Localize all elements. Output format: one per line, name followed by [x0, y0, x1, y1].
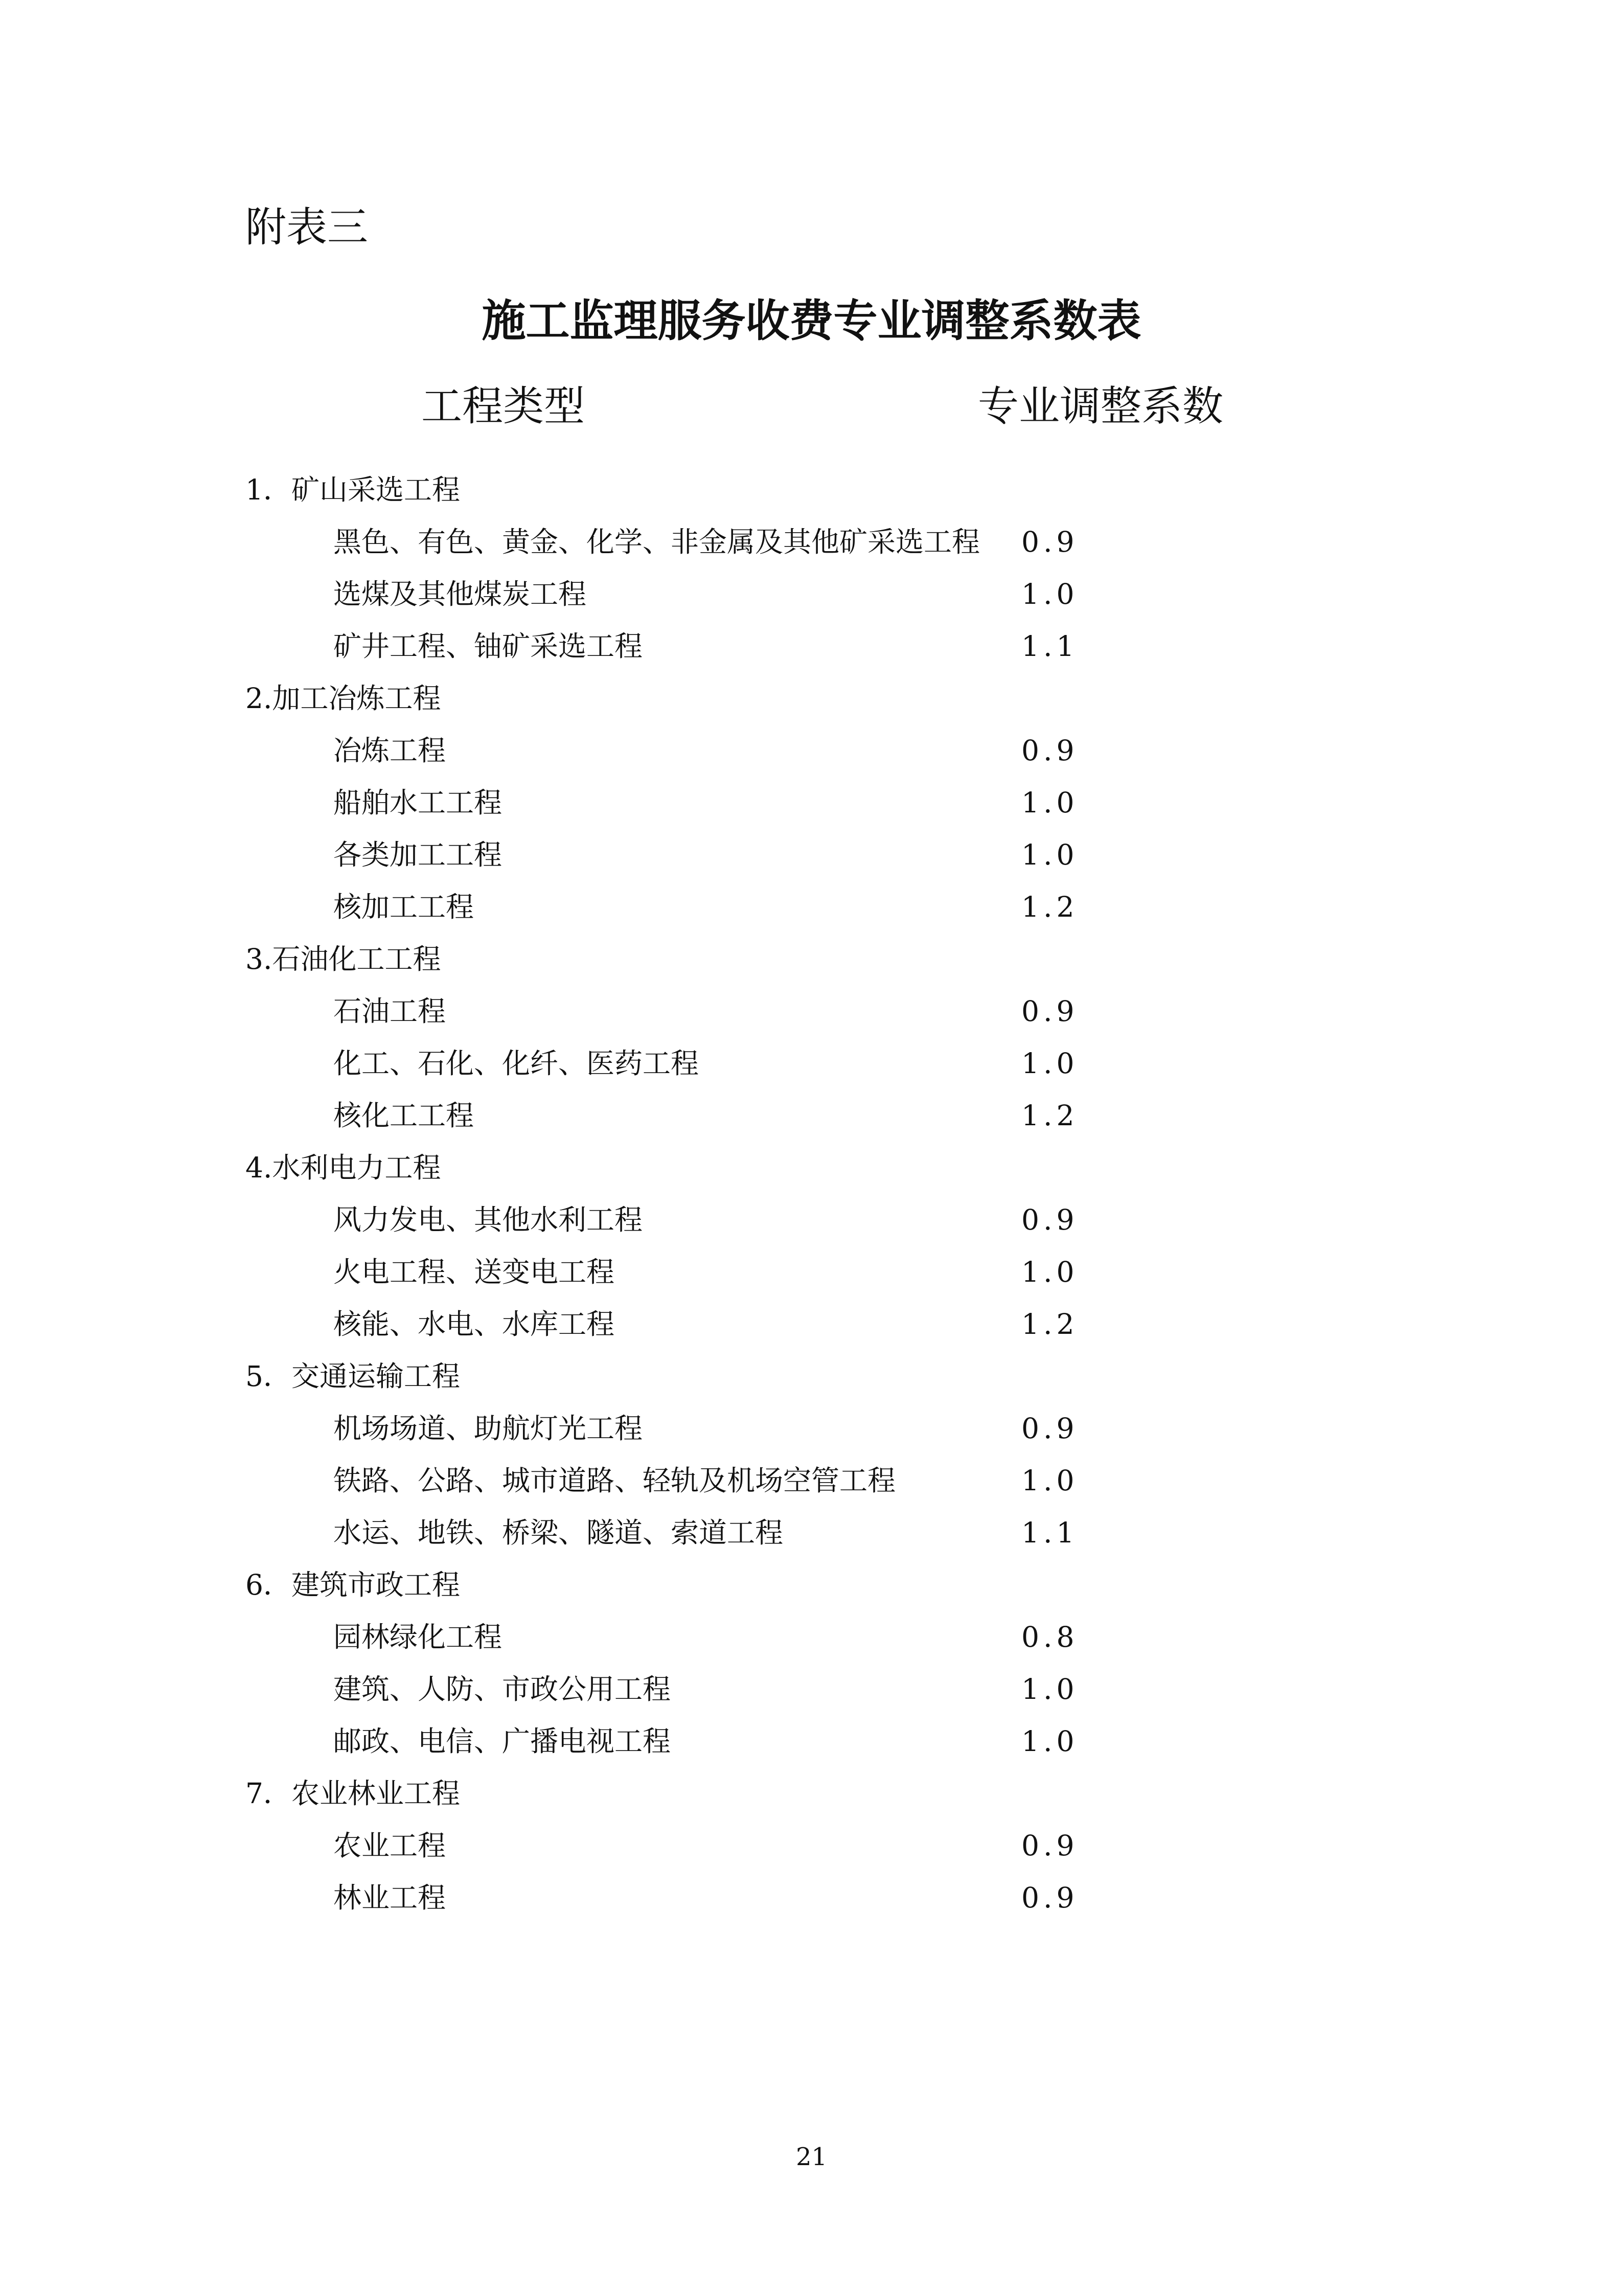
table-row — [0, 777, 1623, 829]
category-label: 2.加工冶炼工程 — [245, 682, 441, 715]
item-label: 黑色、有色、黄金、化学、非金属及其他矿采选工程 — [333, 526, 980, 558]
item-label: 石油工程 — [333, 995, 446, 1028]
item-label: 建筑、人防、市政公用工程 — [333, 1673, 671, 1706]
coefficient-value: 1.0 — [1021, 1047, 1079, 1080]
coefficient-value: 0.9 — [1021, 1829, 1079, 1862]
coefficient-value: 1.0 — [1021, 786, 1079, 819]
coefficient-value: 0.8 — [1021, 1621, 1079, 1653]
coefficient-value: 0.9 — [1021, 1412, 1079, 1445]
category-row — [0, 464, 1623, 516]
coefficient-value: 1.2 — [1021, 891, 1079, 923]
item-label: 机场场道、助航灯光工程 — [333, 1412, 643, 1445]
coefficient-value: 1.2 — [1021, 1099, 1079, 1132]
coefficient-value: 0.9 — [1021, 1203, 1079, 1236]
coefficient-value: 1.0 — [1021, 1725, 1079, 1758]
item-label: 船舶水工工程 — [333, 786, 502, 819]
item-label: 冶炼工程 — [333, 734, 446, 767]
item-label: 邮政、电信、广播电视工程 — [333, 1725, 671, 1758]
item-label: 各类加工工程 — [333, 838, 502, 871]
coefficient-value: 1.0 — [1021, 1673, 1079, 1706]
category-row — [0, 1350, 1623, 1402]
coefficient-value: 1.1 — [1021, 1516, 1079, 1549]
category-label: 1．矿山采选工程 — [245, 473, 460, 506]
table-row — [0, 1663, 1623, 1715]
table-row — [0, 881, 1623, 933]
coefficient-value: 0.9 — [1021, 526, 1079, 558]
table-row — [0, 1611, 1623, 1663]
column-header-coefficient: 专业调整系数 — [978, 382, 1223, 430]
page-number: 21 — [795, 2143, 828, 2171]
table-row — [0, 568, 1623, 620]
table-row — [0, 1194, 1623, 1246]
item-label: 铁路、公路、城市道路、轻轨及机场空管工程 — [333, 1464, 896, 1497]
category-label: 6．建筑市政工程 — [245, 1568, 460, 1601]
table-row — [0, 516, 1623, 568]
category-row — [0, 672, 1623, 724]
item-label: 园林绿化工程 — [333, 1621, 502, 1653]
table-row — [0, 1507, 1623, 1559]
item-label: 水运、地铁、桥梁、隧道、索道工程 — [333, 1516, 784, 1549]
item-label: 核能、水电、水库工程 — [333, 1308, 615, 1340]
item-label: 矿井工程、铀矿采选工程 — [333, 630, 643, 663]
table-row — [0, 1037, 1623, 1089]
coefficient-value: 1.2 — [1021, 1308, 1079, 1340]
page-title: 施工监理服务收费专业调整系数表 — [482, 295, 1141, 347]
coefficient-table — [0, 464, 1623, 1924]
item-label: 林业工程 — [333, 1881, 446, 1914]
table-row — [0, 1454, 1623, 1507]
coefficient-value: 1.0 — [1021, 578, 1079, 610]
category-row — [0, 1559, 1623, 1611]
category-label: 3.石油化工工程 — [245, 943, 441, 975]
table-row — [0, 1715, 1623, 1767]
table-row — [0, 1089, 1623, 1142]
coefficient-value: 0.9 — [1021, 1881, 1079, 1914]
item-label: 核加工工程 — [333, 891, 474, 923]
table-row — [0, 620, 1623, 672]
table-row — [0, 1402, 1623, 1454]
table-row — [0, 1298, 1623, 1350]
table-row — [0, 829, 1623, 881]
coefficient-value: 1.0 — [1021, 1464, 1079, 1497]
coefficient-value: 1.1 — [1021, 630, 1079, 663]
item-label: 化工、石化、化纤、医药工程 — [333, 1047, 699, 1080]
table-row — [0, 1246, 1623, 1298]
category-row — [0, 1767, 1623, 1820]
item-label: 火电工程、送变电工程 — [333, 1256, 615, 1288]
coefficient-value: 1.0 — [1021, 1256, 1079, 1288]
column-header-type: 工程类型 — [421, 382, 585, 430]
table-row — [0, 1872, 1623, 1924]
category-label: 7．农业林业工程 — [245, 1777, 460, 1810]
category-row — [0, 933, 1623, 985]
table-row — [0, 1820, 1623, 1872]
table-row — [0, 985, 1623, 1037]
coefficient-value: 0.9 — [1021, 734, 1079, 767]
coefficient-value: 1.0 — [1021, 838, 1079, 871]
item-label: 核化工工程 — [333, 1099, 474, 1132]
item-label: 选煤及其他煤炭工程 — [333, 578, 587, 610]
category-label: 4.水利电力工程 — [245, 1151, 441, 1184]
item-label: 风力发电、其他水利工程 — [333, 1203, 643, 1236]
appendix-label: 附表三 — [245, 203, 368, 251]
item-label: 农业工程 — [333, 1829, 446, 1862]
table-row — [0, 724, 1623, 777]
category-label: 5．交通运输工程 — [245, 1360, 460, 1393]
coefficient-value: 0.9 — [1021, 995, 1079, 1028]
category-row — [0, 1142, 1623, 1194]
